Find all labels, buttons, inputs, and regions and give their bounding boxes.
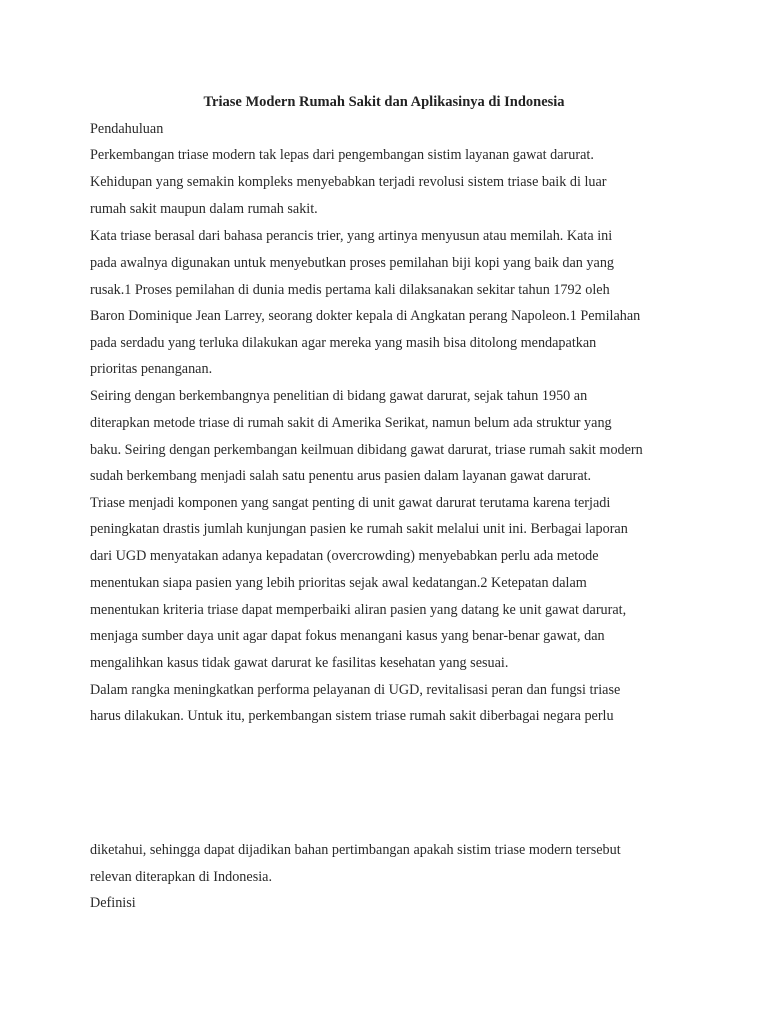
paragraph-line: mengalihkan kasus tidak gawat darurat ke fasilitas kesehatan yang sesuai. (90, 655, 509, 671)
section-heading-pendahuluan: Pendahuluan (90, 121, 164, 137)
paragraph-line: Perkembangan triase modern tak lepas dari pengembangan sistim layanan gawat darurat. (90, 147, 594, 163)
paragraph-line: sudah berkembang menjadi salah satu penentu arus pasien dalam layanan gawat darurat. (90, 468, 592, 484)
paragraph-line: relevan diterapkan di Indonesia. (90, 869, 272, 885)
paragraph-line: diketahui, sehingga dapat dijadikan bahan pertimbangan apakah sistim triase modern tersebut (90, 842, 621, 858)
paragraph-line: Dalam rangka meningkatkan performa pelayanan di UGD, revitalisasi peran dan fungsi triase (90, 682, 621, 698)
paragraph-line: Kata triase berasal dari bahasa perancis trier, yang artinya menyusun atau memilah. Kata ini (90, 228, 613, 244)
paragraph-line: prioritas penanganan. (90, 361, 213, 377)
paragraph-line: Triase menjadi komponen yang sangat penting di unit gawat darurat terutama karena terjadi (90, 495, 611, 511)
paragraph-line: menentukan kriteria triase dapat memperbaiki aliran pasien yang datang ke unit gawat darurat, (90, 602, 627, 618)
paragraph-line: rumah sakit maupun dalam rumah sakit. (90, 201, 318, 217)
paragraph-line: rusak.1 Proses pemilahan di dunia medis pertama kali dilaksanakan sekitar tahun 1792 oleh (90, 282, 610, 298)
paragraph-line: Baron Dominique Jean Larrey, seorang dokter kepala di Angkatan perang Napoleon.1 Pemilahan (90, 308, 641, 324)
paragraph-line: baku. Seiring dengan perkembangan keilmuan dibidang gawat darurat, triase rumah sakit modern (90, 442, 643, 458)
paragraph-line: dari UGD menyatakan adanya kepadatan (overcrowding) menyebabkan perlu ada metode (90, 548, 599, 564)
paragraph-line: menjaga sumber daya unit agar dapat fokus menangani kasus yang benar-benar gawat, dan (90, 628, 605, 644)
document-title: Triase Modern Rumah Sakit dan Aplikasinya di Indonesia (203, 94, 565, 110)
paragraph-line: pada awalnya digunakan untuk menyebutkan proses pemilahan biji kopi yang baik dan yang (90, 255, 615, 271)
paragraph-line: pada serdadu yang terluka dilakukan agar mereka yang masih bisa ditolong mendapatkan (90, 335, 597, 351)
paragraph-line: Seiring dengan berkembangnya penelitian di bidang gawat darurat, sejak tahun 1950 an (90, 388, 588, 404)
paragraph-line: peningkatan drastis jumlah kunjungan pasien ke rumah sakit melalui unit ini. Berbagai laporan (90, 521, 628, 537)
paragraph-line: harus dilakukan. Untuk itu, perkembangan sistem triase rumah sakit diberbagai negara perlu (90, 708, 614, 724)
paragraph-line: Kehidupan yang semakin kompleks menyebabkan terjadi revolusi sistem triase baik di luar (90, 174, 607, 190)
paragraph-line: menentukan siapa pasien yang lebih prioritas sejak awal kedatangan.2 Ketepatan dalam (90, 575, 587, 591)
section-heading-definisi: Definisi (90, 895, 136, 911)
paragraph-line: diterapkan metode triase di rumah sakit di Amerika Serikat, namun belum ada struktur yang (90, 415, 612, 431)
